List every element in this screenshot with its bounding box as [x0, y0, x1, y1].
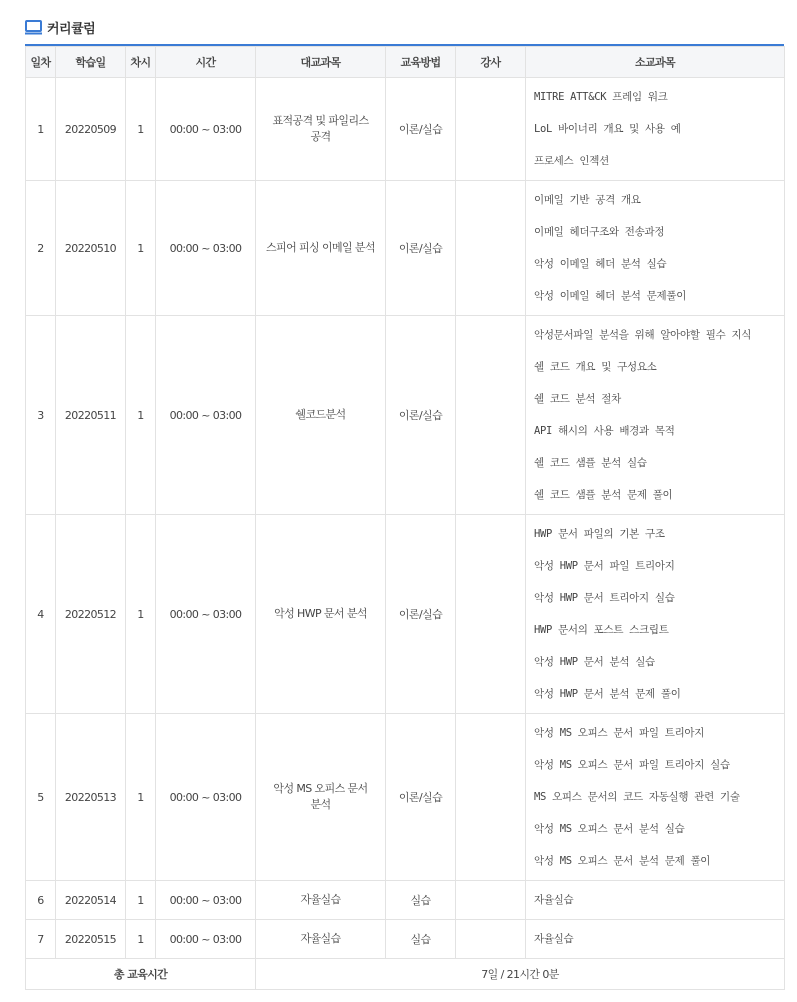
header-time: 시간 — [156, 47, 256, 78]
cell-instructor — [456, 181, 526, 316]
cell-instructor — [456, 515, 526, 714]
cell-method: 이론/실습 — [386, 78, 456, 181]
cell-session: 1 — [126, 78, 156, 181]
cell-subjects — [526, 881, 785, 920]
table-row — [26, 78, 785, 181]
subject-item: 이메일 헤더구조와 전송과정 — [534, 226, 665, 238]
monitor-icon — [25, 20, 42, 35]
section-header — [25, 16, 95, 38]
subject-item: 악성 MS 오피스 문서 분석 문제 풀이 — [534, 855, 711, 867]
subject-item: MITRE ATT&CK 프레임 워크 — [534, 91, 668, 103]
curriculum-table — [25, 46, 785, 990]
major-title: 악성 HWP 문서 분석 — [274, 607, 367, 620]
subject-item: 이메일 기반 공격 개요 — [534, 194, 641, 206]
cell-method: 이론/실습 — [386, 181, 456, 316]
cell-method: 이론/실습 — [386, 515, 456, 714]
major-title: 자율실습 — [300, 893, 341, 906]
subject-item: HWP 문서 파일의 기본 구조 — [534, 528, 665, 540]
header-instructor: 강사 — [456, 47, 526, 78]
cell-subjects — [526, 714, 785, 881]
subject-item: 쉘 코드 샘플 분석 문제 풀이 — [534, 489, 673, 501]
cell-day: 3 — [26, 316, 56, 515]
subject-item: 악성문서파일 분석을 위해 알아야할 필수 지식 — [534, 329, 752, 341]
cell-day: 5 — [26, 714, 56, 881]
cell-subjects — [526, 78, 785, 181]
major-title: 표적공격 및 파일리스 공격 — [272, 114, 369, 143]
total-label: 총 교육시간 — [26, 959, 256, 990]
table-row — [26, 920, 785, 959]
table-row — [26, 714, 785, 881]
subject-item: 악성 이메일 헤더 분석 실습 — [534, 258, 667, 270]
subject-item: MS 오피스 문서의 코드 자동실행 관련 기술 — [534, 791, 740, 803]
subject-item: 악성 HWP 문서 파일 트리아지 — [534, 560, 675, 572]
major-title: 쉘코드분석 — [295, 408, 346, 421]
cell-method: 실습 — [386, 920, 456, 959]
major-title: 스피어 피싱 이메일 분석 — [266, 241, 375, 254]
cell-day: 1 — [26, 78, 56, 181]
cell-time: 00:00 ~ 03:00 — [156, 714, 256, 881]
cell-session: 1 — [126, 920, 156, 959]
cell-date: 20220514 — [56, 881, 126, 920]
table-header-row — [26, 47, 785, 78]
table-row — [26, 515, 785, 714]
cell-date: 20220513 — [56, 714, 126, 881]
cell-date: 20220510 — [56, 181, 126, 316]
subject-item: API 해시의 사용 배경과 목적 — [534, 425, 675, 437]
cell-day: 6 — [26, 881, 56, 920]
cell-date: 20220509 — [56, 78, 126, 181]
header-date: 학습일 — [56, 47, 126, 78]
cell-time: 00:00 ~ 03:00 — [156, 515, 256, 714]
cell-session: 1 — [126, 714, 156, 881]
subject-item: 악성 MS 오피스 문서 파일 트리아지 — [534, 727, 705, 739]
cell-major — [256, 920, 386, 959]
cell-major — [256, 181, 386, 316]
cell-subjects — [526, 515, 785, 714]
cell-instructor — [456, 881, 526, 920]
subject-item: 프로세스 인젝션 — [534, 155, 609, 167]
header-major: 대교과목 — [256, 47, 386, 78]
cell-time: 00:00 ~ 03:00 — [156, 78, 256, 181]
subject-item: 악성 HWP 문서 분석 실습 — [534, 656, 655, 668]
subject-item: 악성 HWP 문서 분석 문제 풀이 — [534, 688, 681, 700]
subject-item: 자율실습 — [534, 894, 574, 906]
cell-session: 1 — [126, 881, 156, 920]
cell-subjects — [526, 316, 785, 515]
header-day: 일차 — [26, 47, 56, 78]
cell-time: 00:00 ~ 03:00 — [156, 920, 256, 959]
total-row — [26, 959, 785, 990]
subject-item: LoL 바이너리 개요 및 사용 예 — [534, 123, 681, 135]
cell-date: 20220515 — [56, 920, 126, 959]
table-row — [26, 881, 785, 920]
subject-item: 악성 MS 오피스 문서 분석 실습 — [534, 823, 685, 835]
major-title: 자율실습 — [300, 932, 341, 945]
subject-item: HWP 문서의 포스트 스크립트 — [534, 624, 669, 636]
cell-date: 20220511 — [56, 316, 126, 515]
section-title: 커리큘럼 — [47, 21, 96, 37]
cell-major — [256, 78, 386, 181]
subject-item: 악성 이메일 헤더 분석 문제풀이 — [534, 290, 687, 302]
cell-method: 이론/실습 — [386, 316, 456, 515]
cell-time: 00:00 ~ 03:00 — [156, 316, 256, 515]
subject-item: 쉘 코드 개요 및 구성요소 — [534, 361, 657, 373]
header-method: 교육방법 — [386, 47, 456, 78]
cell-day: 2 — [26, 181, 56, 316]
cell-day: 4 — [26, 515, 56, 714]
cell-instructor — [456, 316, 526, 515]
cell-major — [256, 881, 386, 920]
subject-item: 자율실습 — [534, 933, 574, 945]
cell-subjects — [526, 920, 785, 959]
header-minor: 소교과목 — [526, 47, 785, 78]
cell-subjects — [526, 181, 785, 316]
cell-day: 7 — [26, 920, 56, 959]
cell-major — [256, 515, 386, 714]
table-row — [26, 181, 785, 316]
subject-item: 악성 HWP 문서 트리아지 실습 — [534, 592, 675, 604]
cell-instructor — [456, 78, 526, 181]
subject-item: 쉘 코드 분석 절차 — [534, 393, 621, 405]
total-value: 7일 / 21시간 0분 — [256, 959, 785, 990]
subject-item: 쉘 코드 샘플 분석 실습 — [534, 457, 647, 469]
cell-instructor — [456, 714, 526, 881]
cell-method: 이론/실습 — [386, 714, 456, 881]
table-row — [26, 316, 785, 515]
cell-session: 1 — [126, 316, 156, 515]
cell-instructor — [456, 920, 526, 959]
major-title: 악성 MS 오피스 문서 분석 — [273, 782, 368, 811]
cell-session: 1 — [126, 515, 156, 714]
cell-major — [256, 316, 386, 515]
header-session: 차시 — [126, 47, 156, 78]
cell-date: 20220512 — [56, 515, 126, 714]
cell-time: 00:00 ~ 03:00 — [156, 881, 256, 920]
cell-time: 00:00 ~ 03:00 — [156, 181, 256, 316]
cell-method: 실습 — [386, 881, 456, 920]
cell-major — [256, 714, 386, 881]
cell-session: 1 — [126, 181, 156, 316]
subject-item: 악성 MS 오피스 문서 파일 트리아지 실습 — [534, 759, 730, 771]
